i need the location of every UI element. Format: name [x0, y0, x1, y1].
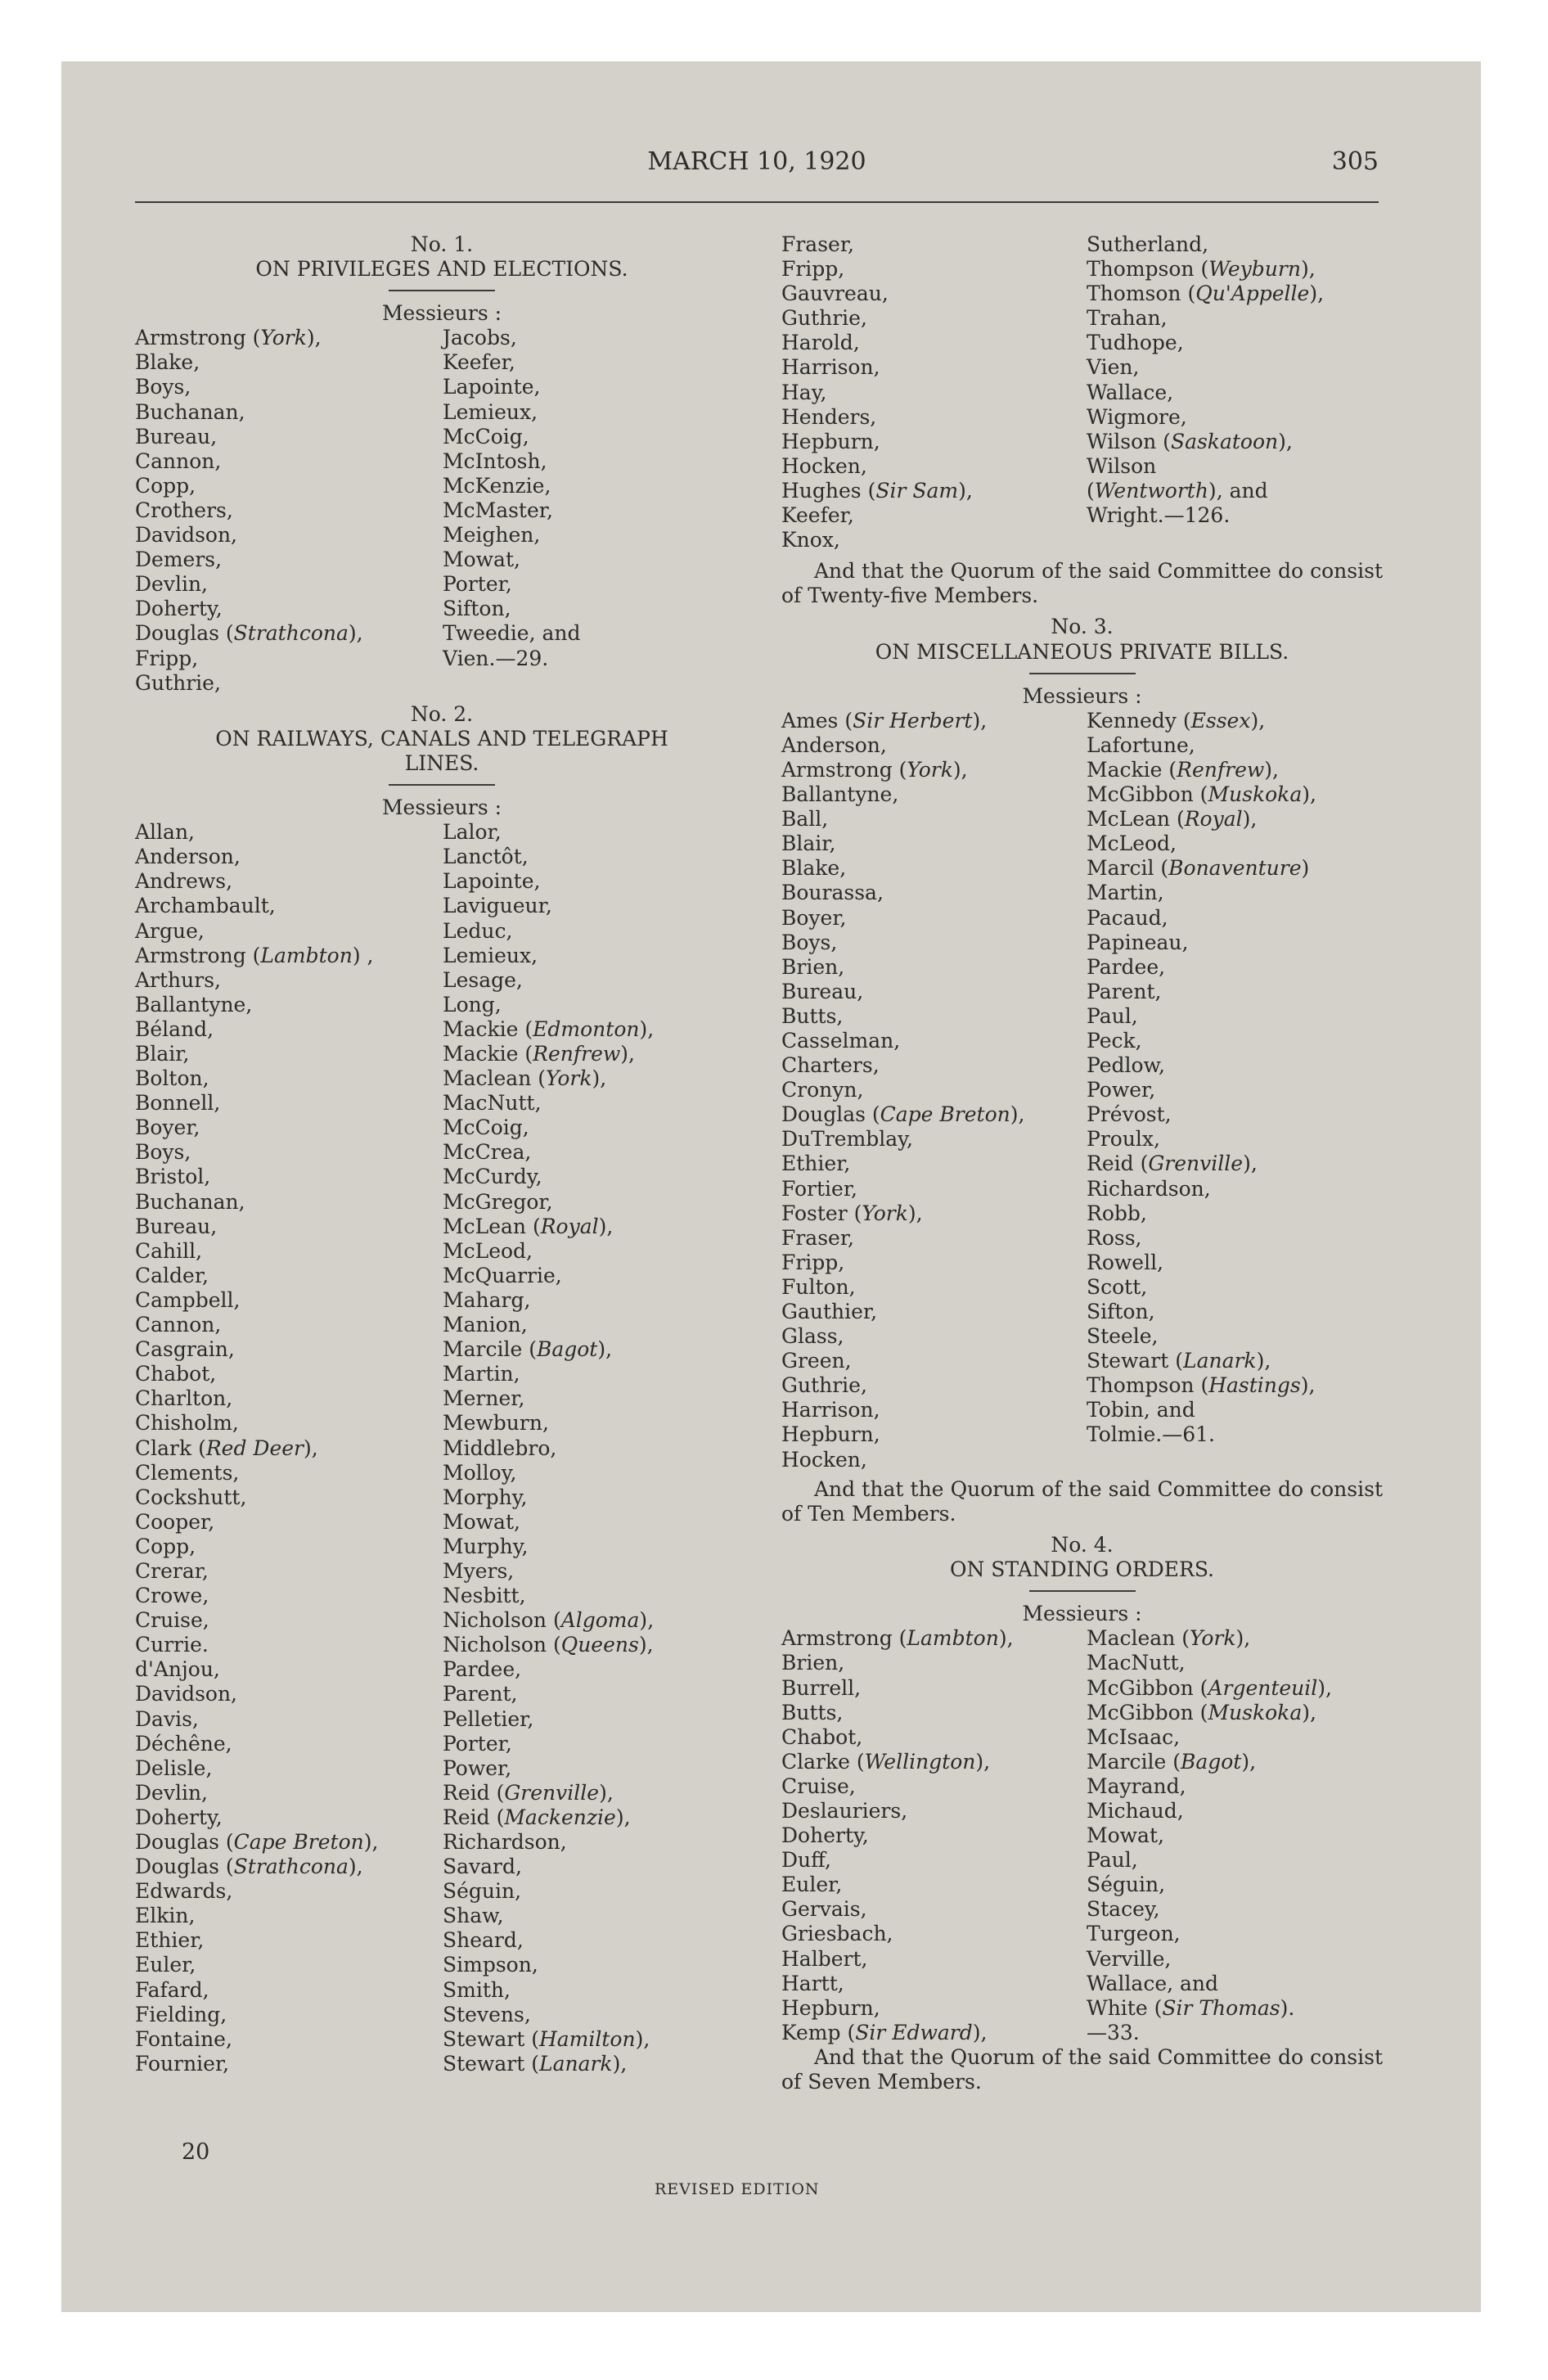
member-name: Fafard,: [135, 1977, 209, 2002]
messieurs-label: Messieurs :: [1022, 683, 1142, 708]
member-name: Chabot,: [135, 1362, 217, 1386]
member-name: Ames (Sir Herbert),: [781, 708, 988, 732]
member-name: Hocken,: [781, 453, 867, 478]
member-name: Cruise,: [135, 1608, 209, 1633]
member-name: Duff,: [781, 1848, 831, 1873]
member-name: Harrison,: [781, 1398, 880, 1422]
member-name: Jacobs,: [443, 326, 517, 350]
member-name: Trahan,: [1087, 306, 1168, 331]
member-name: Sutherland,: [1087, 232, 1209, 256]
committee-number: No. 1.: [410, 232, 474, 256]
member-name: Arthurs,: [135, 967, 221, 992]
member-name: Charters,: [781, 1053, 880, 1078]
member-name: Boyer,: [135, 1116, 200, 1140]
member-name: Davidson,: [135, 1682, 237, 1706]
member-name: Richardson,: [443, 1830, 567, 1854]
member-column-first: [781, 709, 1024, 1472]
member-name: Cooper,: [135, 1509, 215, 1534]
quorum-text: And that the Quorum of the said Committee do consist of Twenty-five Members.: [781, 559, 1383, 608]
member-name: Lesage,: [443, 967, 523, 992]
member-name: Séguin,: [443, 1879, 522, 1904]
member-name: Thompson (Weyburn),: [1087, 257, 1316, 282]
member-name: Fontaine,: [135, 2026, 232, 2051]
member-name: Lapointe,: [443, 375, 541, 399]
member-name: Deslauriers,: [781, 1798, 908, 1823]
member-name: Porter,: [443, 1731, 512, 1756]
member-column-second: [1087, 1626, 1332, 2045]
member-name: Gauthier,: [781, 1300, 878, 1324]
member-name: Hughes (Sir Sam),: [781, 478, 973, 503]
member-name: Proulx,: [1087, 1127, 1160, 1152]
member-name: Marcile (Bagot),: [443, 1337, 613, 1362]
member-name: Ethier,: [135, 1928, 205, 1953]
member-name: Blair,: [781, 832, 836, 856]
member-name: Boys,: [135, 375, 191, 399]
member-name: Bureau,: [781, 979, 864, 1003]
member-name: Martin,: [443, 1362, 520, 1386]
messieurs-label: Messieurs :: [381, 796, 502, 820]
member-name: Rowell,: [1087, 1250, 1164, 1274]
member-name: McLeod,: [443, 1238, 533, 1263]
member-name: Papineau,: [1087, 930, 1189, 954]
member-name: Ballantyne,: [135, 992, 253, 1016]
member-name: Devlin,: [135, 1780, 209, 1805]
member-name: Buchanan,: [135, 399, 245, 424]
member-name: Morphy,: [443, 1485, 528, 1509]
member-name: Nesbitt,: [443, 1584, 526, 1608]
member-name: Glass,: [781, 1324, 844, 1349]
member-name: Marcile (Bagot),: [1087, 1749, 1257, 1774]
member-name: Fraser,: [781, 1225, 854, 1250]
member-name: Lemieux,: [443, 399, 538, 424]
member-name: Blake,: [135, 350, 200, 375]
member-name: Elkin,: [135, 1904, 196, 1928]
member-name: Buchanan,: [135, 1189, 245, 1214]
member-name: Ballantyne,: [781, 782, 899, 807]
member-name: Mackie (Edmonton),: [443, 1016, 655, 1041]
member-name: Fripp,: [781, 1250, 845, 1274]
member-name: Stacey,: [1087, 1897, 1160, 1922]
member-name: McIntosh,: [443, 449, 547, 473]
member-name: McGibbon (Argenteuil),: [1087, 1675, 1332, 1700]
member-name: Calder,: [135, 1263, 209, 1287]
member-name: Stevens,: [443, 2002, 531, 2026]
member-name: Crerar,: [135, 1558, 209, 1583]
member-name: Middlebro,: [443, 1436, 557, 1460]
member-name: Armstrong (York),: [781, 757, 968, 782]
member-name: Ross,: [1087, 1225, 1142, 1250]
member-name: Sifton,: [443, 597, 511, 621]
member-list: [781, 1626, 1383, 2045]
member-name: Harrison,: [781, 355, 880, 380]
member-name: Michaud,: [1087, 1798, 1184, 1823]
member-name: Porter,: [443, 572, 512, 597]
member-name: Power,: [1087, 1078, 1156, 1102]
member-name: McMaster,: [443, 498, 553, 522]
member-name: Richardson,: [1087, 1176, 1211, 1201]
member-name: Lapointe,: [443, 869, 541, 894]
member-name: Douglas (Strathcona),: [135, 621, 363, 646]
member-column-first: [135, 326, 363, 695]
committee-title: ON STANDING ORDERS.: [949, 1557, 1214, 1582]
left-column: [135, 232, 749, 2076]
member-name: Séguin,: [1087, 1873, 1166, 1897]
member-name: Mowat,: [443, 548, 520, 572]
member-name: Stewart (Lanark),: [1087, 1349, 1271, 1373]
member-name: Sifton,: [1087, 1300, 1155, 1324]
member-list: [781, 709, 1383, 1472]
member-name: Pardee,: [1087, 954, 1166, 979]
member-name: McCurdy,: [443, 1165, 542, 1189]
committee-title: ON RAILWAYS, CANALS AND TELEGRAPH: [215, 726, 668, 751]
committee-title: LINES.: [404, 751, 479, 775]
quorum-text: And that the Quorum of the said Committee do consist of Seven Members.: [781, 2045, 1383, 2094]
member-name: Savard,: [443, 1855, 522, 1879]
member-name: White (Sir Thomas).: [1087, 1995, 1295, 2020]
member-name: Chabot,: [781, 1724, 863, 1749]
member-name: McCrea,: [443, 1140, 532, 1165]
member-name: Lalor,: [443, 820, 502, 845]
member-name: Ball,: [781, 807, 829, 832]
member-name: Knox,: [781, 528, 840, 552]
member-name: Smith,: [443, 1977, 511, 2002]
member-name: Gauvreau,: [781, 282, 889, 306]
member-name: Armstrong (York),: [135, 326, 322, 350]
member-name: Bureau,: [135, 424, 218, 449]
member-name: Henders,: [781, 404, 877, 429]
member-name: Prévost,: [1087, 1102, 1172, 1127]
member-name: Ethier,: [781, 1152, 851, 1176]
member-name: Mayrand,: [1087, 1774, 1186, 1798]
member-name: Sheard,: [443, 1928, 524, 1953]
member-name: Green,: [781, 1349, 852, 1373]
member-name: Long,: [443, 992, 502, 1016]
member-name: Hepburn,: [781, 1422, 880, 1447]
member-name: Cahill,: [135, 1238, 203, 1263]
member-name: Stewart (Lanark),: [443, 2051, 628, 2076]
member-name: Cronyn,: [781, 1078, 864, 1102]
member-name: McLeod,: [1087, 832, 1177, 856]
member-name: Demers,: [135, 548, 223, 572]
member-name: Doherty,: [781, 1823, 869, 1848]
member-name: Davidson,: [135, 523, 237, 548]
member-name: Kemp (Sir Edward),: [781, 2020, 988, 2044]
member-name: Archambault,: [135, 894, 276, 918]
member-name: Thompson (Hastings),: [1087, 1373, 1316, 1398]
member-name: Pelletier,: [443, 1706, 534, 1731]
member-name: Copp,: [135, 473, 196, 498]
member-name: Clarke (Wellington),: [781, 1749, 991, 1774]
member-name: Robb,: [1087, 1201, 1147, 1225]
header-rule: [135, 201, 1379, 203]
member-name: Maharg,: [443, 1287, 531, 1312]
member-name: Meighen,: [443, 523, 541, 548]
member-name: Boys,: [135, 1140, 191, 1165]
member-name: Davis,: [135, 1706, 199, 1731]
member-name: Nicholson (Queens),: [443, 1633, 654, 1657]
member-name: Casselman,: [781, 1028, 901, 1053]
member-name: McCoig,: [443, 424, 529, 449]
member-name: Cockshutt,: [135, 1485, 247, 1509]
member-column-second: [1087, 709, 1316, 1448]
messieurs-label: Messieurs :: [1022, 1602, 1142, 1626]
section-rule: [389, 784, 495, 786]
member-name: Douglas (Cape Breton),: [135, 1830, 379, 1854]
member-name: Crothers,: [135, 498, 233, 522]
member-name: —33.: [1087, 2020, 1140, 2044]
member-name: Hay,: [781, 380, 827, 404]
member-name: Pacaud,: [1087, 905, 1168, 930]
member-name: Tolmie.—61.: [1087, 1422, 1215, 1447]
member-name: MacNutt,: [443, 1091, 542, 1116]
member-name: Fripp,: [135, 646, 199, 670]
member-name: McGibbon (Muskoka),: [1087, 782, 1316, 807]
member-name: Clements,: [135, 1460, 240, 1485]
member-name: Reid (Grenville),: [1087, 1152, 1258, 1176]
member-name: Bonnell,: [135, 1091, 221, 1116]
member-name: Burrell,: [781, 1675, 862, 1700]
member-name: Mowat,: [1087, 1823, 1164, 1848]
member-name: Bourassa,: [781, 881, 884, 905]
member-name: Cannon,: [135, 449, 222, 473]
member-name: DuTremblay,: [781, 1127, 913, 1152]
member-name: Reid (Grenville),: [443, 1780, 614, 1805]
member-name: Paul,: [1087, 1848, 1138, 1873]
committee-number: No. 2.: [410, 701, 474, 726]
quorum-text: And that the Quorum of the said Committee do consist of Ten Members.: [781, 1476, 1383, 1526]
member-name: Turgeon,: [1087, 1922, 1181, 1946]
member-name: Euler,: [135, 1953, 196, 1977]
member-name: Wigmore,: [1087, 404, 1187, 429]
member-name: Lavigueur,: [443, 894, 552, 918]
member-name: McLean (Royal),: [443, 1214, 614, 1238]
member-name: Charlton,: [135, 1386, 233, 1411]
member-name: Peck,: [1087, 1028, 1142, 1053]
member-name: Vien,: [1087, 355, 1140, 380]
member-name: Hepburn,: [781, 1995, 880, 2020]
member-name: Fournier,: [135, 2051, 230, 2076]
member-name: McLean (Royal),: [1087, 807, 1258, 832]
member-name: Mewburn,: [443, 1411, 549, 1436]
member-name: Hartt,: [781, 1971, 844, 1995]
member-name: Armstrong (Lambton) ,: [135, 943, 374, 967]
member-name: Boyer,: [781, 905, 847, 930]
member-name: Hocken,: [781, 1447, 867, 1472]
member-name: Martin,: [1087, 881, 1164, 905]
member-name: Currie.: [135, 1633, 209, 1657]
member-name: Devlin,: [135, 572, 209, 597]
member-name: Brien,: [781, 954, 845, 979]
member-name: McIsaac,: [1087, 1724, 1181, 1749]
member-name: Mackie (Renfrew),: [1087, 757, 1279, 782]
member-name: Mowat,: [443, 1509, 520, 1534]
member-column-first: [135, 820, 378, 2076]
member-column-second: [443, 820, 654, 2076]
member-column-first: [781, 1626, 1014, 2045]
messieurs-label: Messieurs :: [381, 301, 502, 326]
member-list-continued: [781, 232, 1383, 552]
member-name: d'Anjou,: [135, 1657, 220, 1682]
member-name: Hepburn,: [781, 429, 880, 453]
page-number: 305: [1331, 147, 1379, 176]
member-name: Fulton,: [781, 1274, 856, 1299]
signature-number: 20: [182, 2139, 210, 2165]
member-name: Power,: [443, 1756, 512, 1780]
member-name: Gervais,: [781, 1897, 867, 1922]
member-column-second: [443, 326, 580, 670]
member-name: Verville,: [1087, 1946, 1172, 1971]
member-name: McGibbon (Muskoka),: [1087, 1700, 1316, 1724]
member-name: Cannon,: [135, 1313, 222, 1337]
member-name: (Wentworth), and: [1087, 478, 1268, 503]
member-name: Guthrie,: [135, 670, 221, 695]
member-name: Bolton,: [135, 1066, 209, 1091]
member-column-first: [781, 232, 973, 552]
member-name: Casgrain,: [135, 1337, 235, 1362]
right-column: [781, 232, 1383, 2094]
member-name: Pardee,: [443, 1657, 522, 1682]
member-name: Wallace, and: [1087, 1971, 1219, 1995]
member-name: Myers,: [443, 1558, 515, 1583]
member-name: Lafortune,: [1087, 732, 1195, 757]
page-date-title: MARCH 10, 1920: [647, 147, 866, 176]
member-name: Stewart (Hamilton),: [443, 2026, 650, 2051]
member-name: Maclean (York),: [1087, 1626, 1251, 1651]
member-name: Tweedie, and: [443, 621, 581, 646]
page-header: [135, 147, 1379, 180]
member-name: Wilson: [1087, 453, 1157, 478]
committee-title: ON MISCELLANEOUS PRIVATE BILLS.: [875, 639, 1289, 664]
member-name: Blake,: [781, 856, 847, 881]
member-name: Wilson (Saskatoon),: [1087, 429, 1293, 453]
member-name: Halbert,: [781, 1946, 868, 1971]
member-name: Reid (Mackenzie),: [443, 1805, 631, 1829]
member-name: Vien.—29.: [443, 646, 549, 670]
member-list: [135, 326, 749, 696]
member-name: Wallace,: [1087, 380, 1174, 404]
section-rule: [1029, 673, 1136, 674]
member-name: Steele,: [1087, 1324, 1159, 1349]
committee-number: No. 4.: [1051, 1533, 1114, 1557]
member-name: Allan,: [135, 820, 195, 845]
member-name: Tudhope,: [1087, 331, 1184, 355]
section-rule: [389, 290, 495, 291]
member-name: Béland,: [135, 1016, 214, 1041]
member-name: Fortier,: [781, 1176, 857, 1201]
member-name: Simpson,: [443, 1953, 538, 1977]
member-name: Butts,: [781, 1700, 844, 1724]
member-name: McQuarrie,: [443, 1263, 562, 1287]
member-name: Doherty,: [135, 597, 223, 621]
member-name: Guthrie,: [781, 306, 867, 331]
member-name: Tobin, and: [1087, 1398, 1195, 1422]
member-name: Campbell,: [135, 1287, 241, 1312]
member-name: Delisle,: [135, 1756, 213, 1780]
member-name: Foster (York),: [781, 1201, 923, 1225]
member-name: Paul,: [1087, 1003, 1138, 1028]
member-column-second: [1087, 232, 1324, 528]
member-name: Molloy,: [443, 1460, 517, 1485]
member-name: Armstrong (Lambton),: [781, 1626, 1014, 1651]
member-name: Butts,: [781, 1003, 844, 1028]
member-name: Manion,: [443, 1313, 528, 1337]
member-name: Wright.—126.: [1087, 503, 1231, 528]
member-name: Murphy,: [443, 1534, 529, 1558]
member-name: Keefer,: [781, 503, 854, 528]
member-name: Lanctôt,: [443, 845, 529, 869]
member-name: Griesbach,: [781, 1922, 893, 1946]
member-name: Euler,: [781, 1873, 843, 1897]
member-name: Pedlow,: [1087, 1053, 1165, 1078]
member-name: Copp,: [135, 1534, 196, 1558]
member-name: Bristol,: [135, 1165, 211, 1189]
member-name: Edwards,: [135, 1879, 233, 1904]
member-name: Cruise,: [781, 1774, 856, 1798]
committee-number: No. 3.: [1051, 615, 1114, 639]
member-name: Guthrie,: [781, 1373, 867, 1398]
member-name: Clark (Red Deer),: [135, 1436, 318, 1460]
member-name: Fripp,: [781, 257, 845, 282]
member-name: Merner,: [443, 1386, 525, 1411]
member-name: Maclean (York),: [443, 1066, 607, 1091]
member-name: Douglas (Cape Breton),: [781, 1102, 1025, 1127]
member-name: Harold,: [781, 331, 860, 355]
member-list: [135, 820, 749, 2076]
member-name: Marcil (Bonaventure): [1087, 856, 1310, 881]
member-name: Leduc,: [443, 918, 513, 943]
member-name: Fielding,: [135, 2002, 227, 2026]
member-name: Thomson (Qu'Appelle),: [1087, 282, 1325, 306]
member-name: Scott,: [1087, 1274, 1148, 1299]
member-name: Anderson,: [781, 732, 887, 757]
member-name: McGregor,: [443, 1189, 553, 1214]
member-name: Argue,: [135, 918, 205, 943]
member-name: Kennedy (Essex),: [1087, 708, 1266, 732]
member-name: Doherty,: [135, 1805, 223, 1829]
member-name: Keefer,: [443, 350, 515, 375]
member-name: Parent,: [443, 1682, 518, 1706]
member-name: Andrews,: [135, 869, 233, 894]
member-name: Crowe,: [135, 1584, 209, 1608]
member-name: Douglas (Strathcona),: [135, 1855, 363, 1879]
member-name: Anderson,: [135, 845, 241, 869]
section-rule: [1029, 1590, 1136, 1592]
member-name: Déchêne,: [135, 1731, 232, 1756]
member-name: MacNutt,: [1087, 1651, 1186, 1675]
member-name: Brien,: [781, 1651, 845, 1675]
member-name: Shaw,: [443, 1904, 504, 1928]
member-name: McKenzie,: [443, 473, 551, 498]
member-name: Parent,: [1087, 979, 1162, 1003]
committee-title: ON PRIVILEGES AND ELECTIONS.: [255, 257, 628, 282]
member-name: Bureau,: [135, 1214, 218, 1238]
member-name: Blair,: [135, 1042, 190, 1066]
member-name: Lemieux,: [443, 943, 538, 967]
member-name: McCoig,: [443, 1116, 529, 1140]
member-name: Mackie (Renfrew),: [443, 1042, 635, 1066]
member-name: Nicholson (Algoma),: [443, 1608, 655, 1633]
member-name: Chisholm,: [135, 1411, 239, 1436]
edition-note: REVISED EDITION: [655, 2180, 820, 2198]
member-name: Fraser,: [781, 232, 854, 256]
member-name: Boys,: [781, 930, 838, 954]
